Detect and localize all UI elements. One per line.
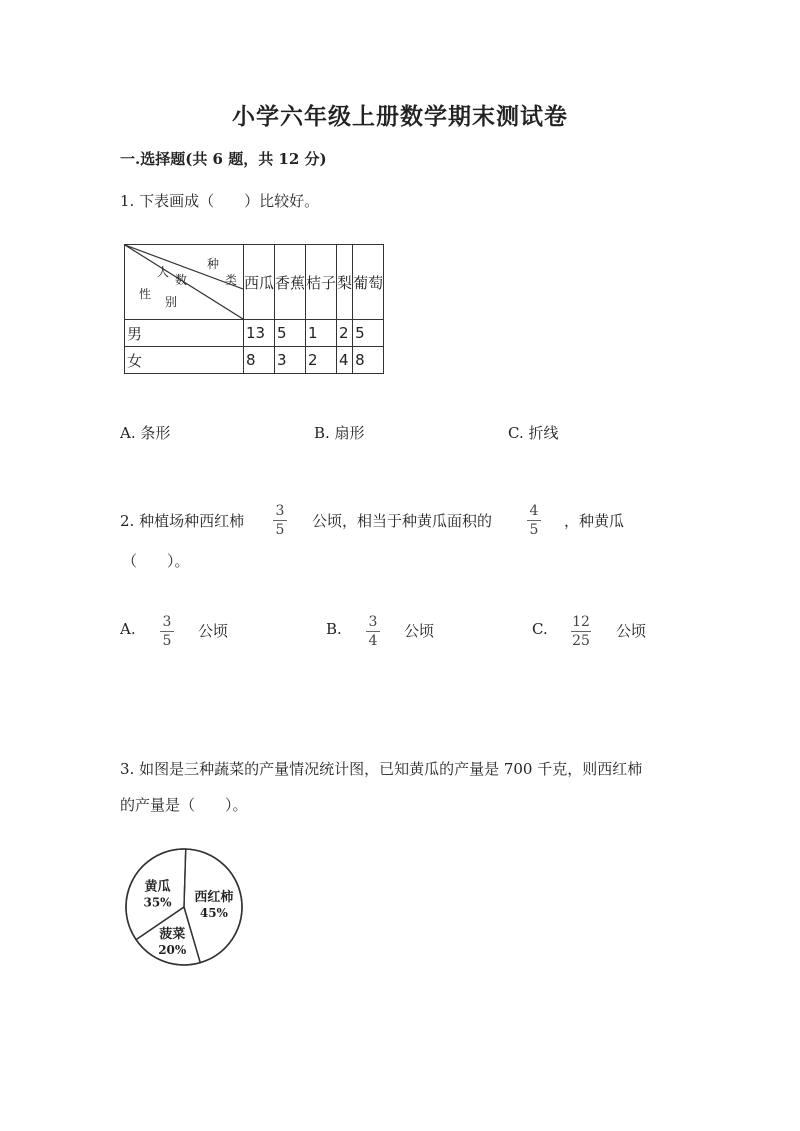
question-3-line-1: 3. 如图是三种蔬菜的产量情况统计图，已知黄瓜的产量是 700 千克，则西红柿 (120, 760, 643, 778)
q1-option-b: B. 扇形 (314, 424, 365, 442)
pie-slice-label: 西红柿 (194, 890, 234, 906)
pie-slice-label: 菠菜 (159, 926, 186, 942)
column-header: 桔子 (306, 245, 337, 320)
q2-option-b-fraction (366, 614, 380, 649)
corner-label-top: 种 (207, 257, 220, 271)
vegetable-pie-chart (118, 846, 258, 974)
pie-slice-percent: 20% (158, 942, 187, 957)
q2-option-b-label: B. (326, 620, 342, 638)
question-1-text: 1. 下表画成（ ）比较好。 (120, 192, 320, 210)
table-row (125, 320, 384, 347)
q2-option-a-unit: 公顷 (198, 622, 229, 640)
table-row (125, 347, 384, 374)
question-2-text-d: （ ）。 (122, 552, 190, 570)
section-heading: 一.选择题(共 6 题，共 12 分) (120, 150, 327, 168)
pie-slice-percent: 35% (143, 895, 172, 910)
q2-option-c-fraction (571, 614, 591, 649)
table-cell: 13 (244, 320, 275, 347)
q2-fraction-1 (273, 503, 287, 538)
table-cell: 5 (353, 320, 384, 347)
table-cell: 8 (353, 347, 384, 374)
table-cell: 1 (306, 320, 337, 347)
q1-option-a: A. 条形 (120, 424, 171, 442)
fraction-numerator: 3 (368, 614, 378, 630)
column-header: 西瓜 (244, 245, 275, 320)
corner-label-right: 类 (225, 273, 238, 287)
q2-option-a-label: A. (120, 620, 136, 638)
fraction-denominator: 5 (162, 633, 172, 649)
fraction-denominator: 5 (529, 522, 539, 538)
q1-option-c: C. 折线 (508, 424, 559, 442)
corner-label-mid1: 人 (157, 265, 170, 279)
fruit-table (124, 244, 384, 374)
table-header-row (125, 245, 384, 320)
fraction-numerator: 3 (162, 614, 172, 630)
fraction-numerator: 12 (572, 614, 590, 630)
question-2-text-c: ，种黄瓜 (564, 512, 625, 530)
column-header: 梨 (337, 245, 353, 320)
table-cell: 5 (275, 320, 306, 347)
fraction-denominator: 5 (275, 522, 285, 538)
question-2-text-b: 公顷，相当于种黄瓜面积的 (312, 512, 493, 530)
corner-label-mid2: 数 (175, 273, 188, 287)
q2-option-c-unit: 公顷 (616, 622, 647, 640)
question-2-text-a: 2. 种植场种西红柿 (120, 512, 245, 530)
q2-option-c-label: C. (532, 620, 548, 638)
corner-label-bot1: 性 (139, 287, 152, 301)
row-label: 女 (125, 347, 244, 374)
table-cell: 2 (306, 347, 337, 374)
fraction-denominator: 4 (368, 633, 378, 649)
fraction-numerator: 4 (529, 503, 539, 519)
table-cell: 2 (337, 320, 353, 347)
pie-slice-label: 黄瓜 (144, 879, 171, 895)
column-header: 香蕉 (275, 245, 306, 320)
q2-option-a-fraction (160, 614, 174, 649)
fraction-numerator: 3 (275, 503, 285, 519)
q2-fraction-2 (527, 503, 541, 538)
pie-slice-percent: 45% (199, 906, 228, 921)
corner-label-bot2: 别 (165, 295, 178, 309)
fraction-denominator: 25 (572, 633, 590, 649)
column-header: 葡萄 (353, 245, 384, 320)
row-label: 男 (125, 320, 244, 347)
table-cell: 4 (337, 347, 353, 374)
table-corner-cell (125, 245, 244, 320)
table-cell: 3 (275, 347, 306, 374)
q2-option-b-unit: 公顷 (404, 622, 435, 640)
table-cell: 8 (244, 347, 275, 374)
page-title: 小学六年级上册数学期末测试卷 (232, 103, 568, 130)
question-3-line-2: 的产量是（ ）。 (120, 796, 248, 814)
